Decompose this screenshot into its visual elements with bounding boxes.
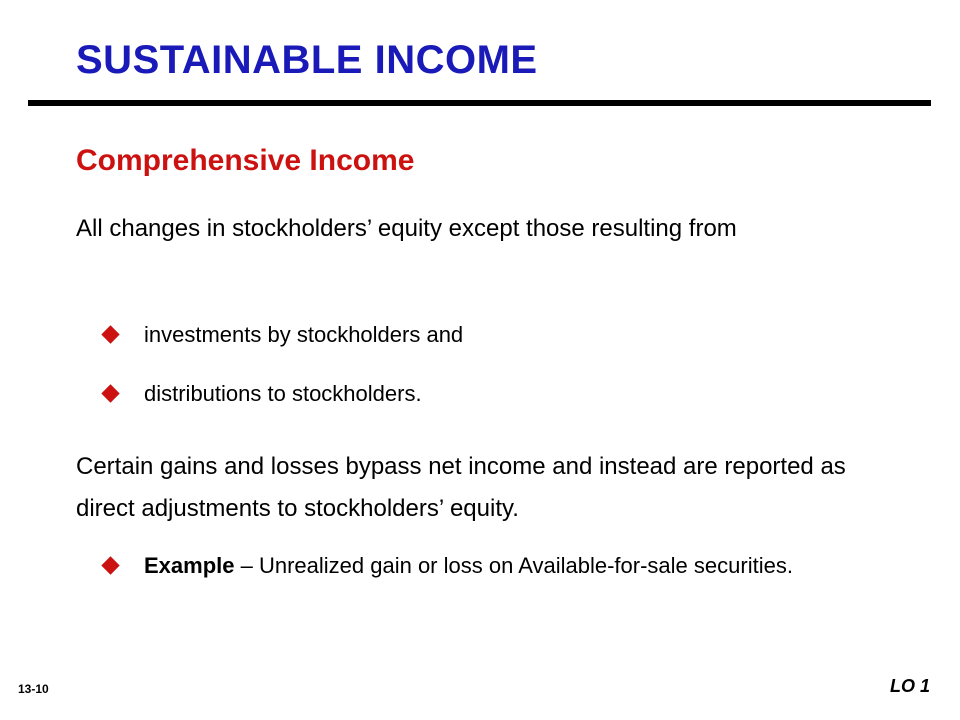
slide-number: 13-10 <box>18 682 49 696</box>
example-text <box>144 545 824 587</box>
bullet-text: distributions to stockholders. <box>144 381 422 406</box>
definition-paragraph: All changes in stockholders’ equity except those resulting from <box>76 215 737 242</box>
diamond-bullet-icon <box>101 325 119 343</box>
section-heading: Comprehensive Income <box>76 144 415 177</box>
title-divider <box>28 100 931 106</box>
learning-objective-label: LO 1 <box>889 676 930 696</box>
bullet-item-distributions <box>100 373 824 415</box>
bypass-paragraph: Certain gains and losses bypass net income and instead are reported as direct adjustments to stockholders’ equity. <box>76 453 846 522</box>
diamond-bullet-icon <box>101 556 119 574</box>
bullet-text: investments by stockholders and <box>144 322 464 347</box>
diamond-bullet-icon <box>101 384 119 402</box>
slide-title: SUSTAINABLE INCOME <box>76 38 538 82</box>
example-label: Example <box>144 553 235 578</box>
bullet-item-investments <box>100 314 824 356</box>
example-body: – Unrealized gain or loss on Available-for-sale securities. <box>234 553 793 578</box>
bullet-item-example <box>100 545 824 587</box>
